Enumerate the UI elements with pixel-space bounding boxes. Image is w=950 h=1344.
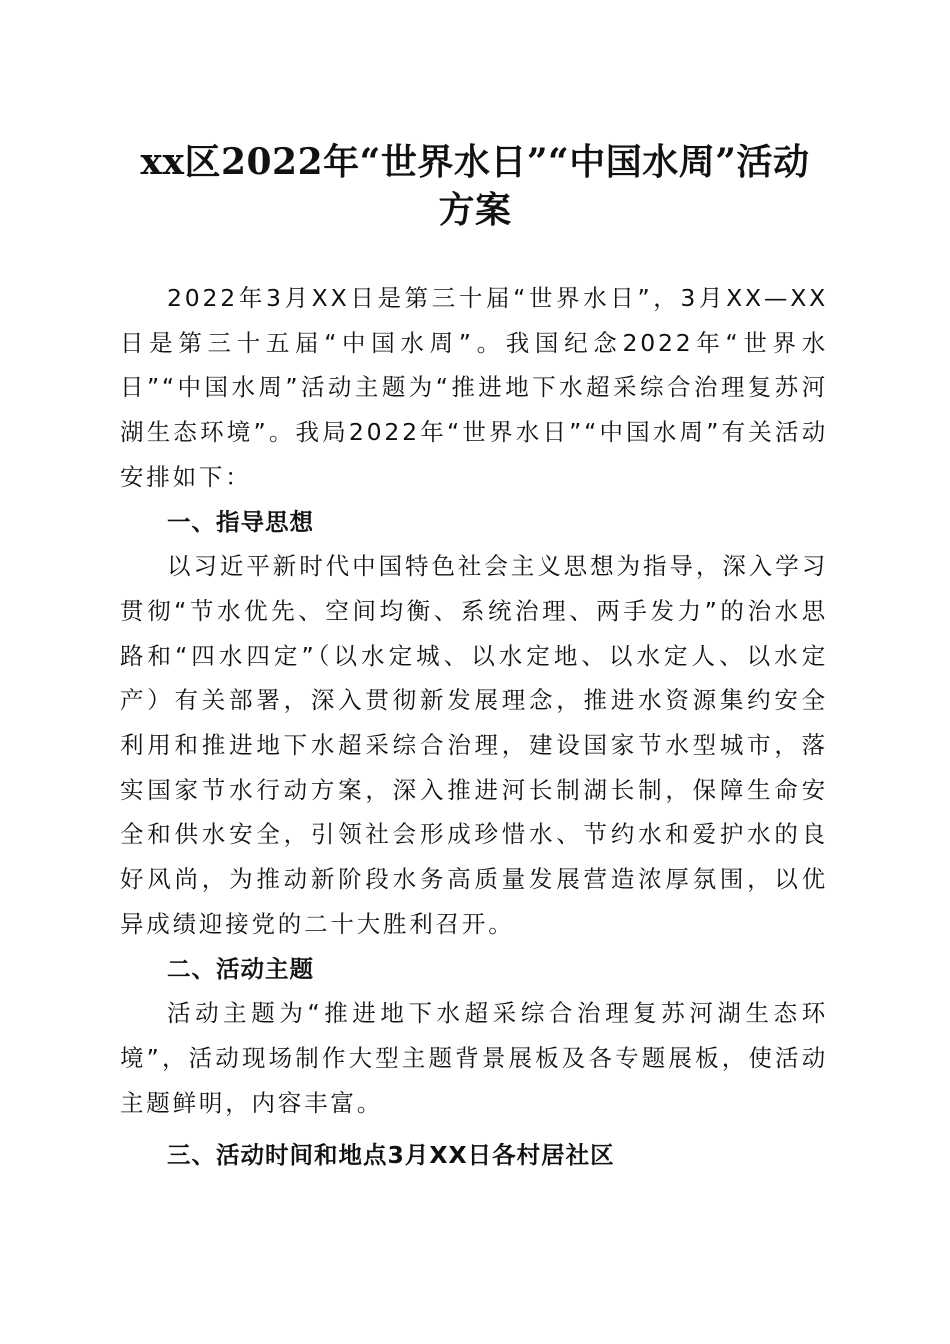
section-heading-activity-theme: 二、活动主题: [167, 954, 314, 983]
section-paragraph-guiding-ideology: 以习近平新时代中国特色社会主义思想为指导，深入学习贯彻“节水优先、空间均衡、系统治理、两手发力”的治水思路和“四水四定”（以水定城、以水定地、以水定人、以水定产）有关部署，深入贯彻新发展理念，推进水资源集约安全利用和推进地下水超采综合治理，建设国家节水型城市，落实国家节水行动方案，深入推进河长制湖长制，保障生命安全和供水安全，引领社会形成珍惜水、节约水和爱护水的良好风尚，为推动新阶段水务高质量发展营造浓厚氛围，以优异成绩迎接党的二十大胜利召开。: [120, 552, 828, 938]
title-line-2: 方案: [438, 189, 512, 231]
section-heading-guiding-ideology: 一、指导思想: [167, 507, 314, 536]
document-body: [120, 276, 828, 1178]
section-paragraph-activity-theme: 活动主题为“推进地下水超采综合治理复苏河湖生态环境”，活动现场制作大型主题背景展板及各专题展板，使活动主题鲜明，内容丰富。: [120, 999, 828, 1117]
intro-paragraph: 2022年3月XX日是第三十届“世界水日”，3月XX—XX日是第三十五届“中国水周”。我国纪念2022年“世界水日”“中国水周”活动主题为“推进地下水超采综合治理复苏河湖生态环境”。我局2022年“世界水日”“中国水周”有关活动安排如下：: [120, 284, 828, 491]
title-line-1: xx区2022年“世界水日”“中国水周”活动: [140, 141, 810, 183]
section-heading-time-and-place: 三、活动时间和地点3月XX日各村居社区: [167, 1141, 615, 1170]
document-title: [100, 138, 850, 234]
